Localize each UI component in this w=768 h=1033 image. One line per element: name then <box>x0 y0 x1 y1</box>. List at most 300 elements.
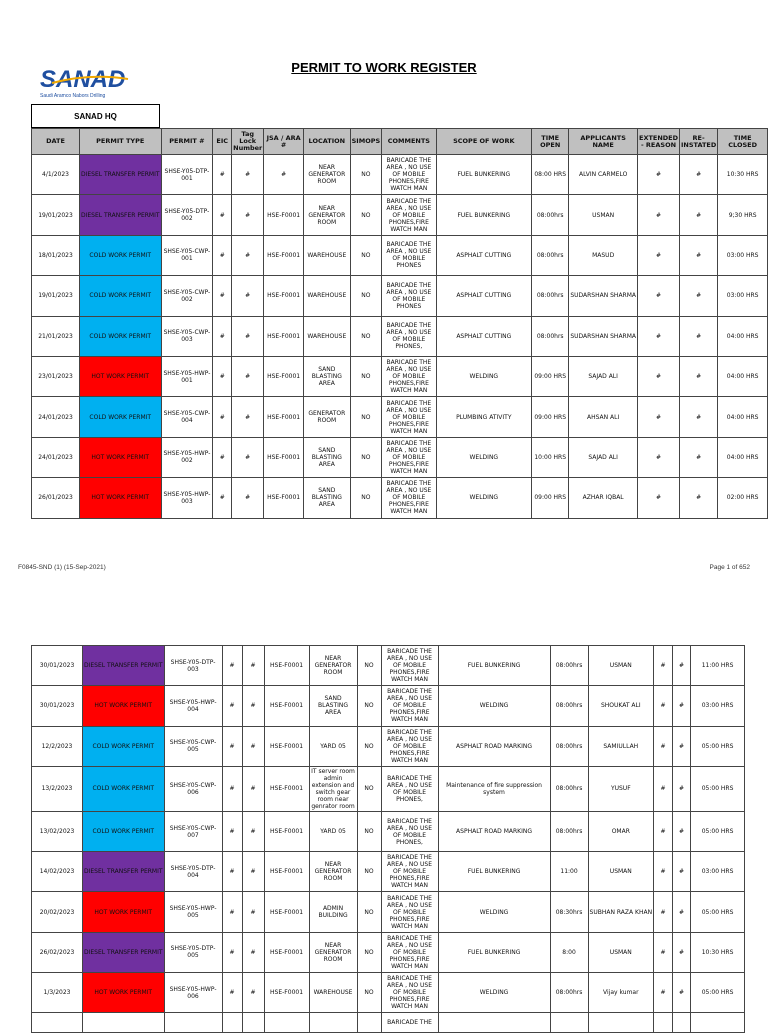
permit-number-cell <box>164 1013 222 1033</box>
simops-cell: NO <box>357 852 381 892</box>
date-cell: 12/2/2023 <box>32 726 83 766</box>
table-row <box>32 478 768 518</box>
col-scope: SCOPE OF WORK <box>436 129 532 155</box>
time-open-cell: 08:00hrs <box>550 766 588 811</box>
simops-cell: NO <box>357 766 381 811</box>
reinstated-cell: # <box>680 155 718 195</box>
jsa-cell: HSE-F0001 <box>264 356 304 396</box>
permit-type-cell: HOT WORK PERMIT <box>79 437 161 477</box>
table-row <box>32 316 768 356</box>
table-row <box>32 155 768 195</box>
time-open-cell: 08:00hrs <box>550 686 588 726</box>
simops-cell: NO <box>350 356 382 396</box>
scope-cell: WELDING <box>438 973 550 1013</box>
location-cell: GENERATOR ROOM <box>304 397 351 437</box>
comments-cell: BARICADE THE AREA , NO USE OF MOBILE PHONES,FIRE WATCH MAN <box>381 646 438 686</box>
location-cell: SAND BLASTING AREA <box>304 478 351 518</box>
scope-cell: ASPHALT CUTTING <box>436 235 532 275</box>
permit-type-cell <box>83 1013 165 1033</box>
time-open-cell: 09:00 HRS <box>532 478 569 518</box>
eic-cell: # <box>222 811 242 851</box>
permit-number-cell: SHSE-Y05-HWP-001 <box>161 356 213 396</box>
extended-cell: # <box>638 195 680 235</box>
comments-cell: BARICADE THE AREA , NO USE OF MOBILE PHONES,FIRE WATCH MAN <box>382 437 436 477</box>
extended-cell: # <box>654 973 673 1013</box>
simops-cell: NO <box>350 195 382 235</box>
tag-lock-cell: # <box>242 973 264 1013</box>
location-cell: WAREHOUSE <box>309 973 357 1013</box>
table-row <box>32 276 768 316</box>
jsa-cell: HSE-F0001 <box>264 276 304 316</box>
reinstated-cell: # <box>673 646 691 686</box>
reinstated-cell: # <box>673 766 691 811</box>
jsa-cell: HSE-F0001 <box>264 235 304 275</box>
extended-cell: # <box>638 316 680 356</box>
tag-lock-cell: # <box>242 766 264 811</box>
applicant-cell: USMAN <box>588 646 654 686</box>
applicant-cell: Vijay kumar <box>588 973 654 1013</box>
applicant-cell: ALVIN CARMELO <box>569 155 638 195</box>
permit-type-cell: HOT WORK PERMIT <box>79 356 161 396</box>
time-closed-cell: 04:00 HRS <box>718 397 768 437</box>
jsa-cell <box>264 1013 309 1033</box>
date-cell: 14/02/2023 <box>32 852 83 892</box>
logo-swoosh-icon <box>50 75 130 85</box>
location-cell: SAND BLASTING AREA <box>304 437 351 477</box>
time-closed-cell: 02:00 HRS <box>718 478 768 518</box>
applicant-cell: YUSUF <box>588 766 654 811</box>
table-header-row <box>32 129 768 155</box>
scope-cell: WELDING <box>436 356 532 396</box>
col-simops: SIMOPS <box>350 129 382 155</box>
jsa-cell: HSE-F0001 <box>264 811 309 851</box>
applicant-cell: MASUD <box>569 235 638 275</box>
permit-number-cell: SHSE-Y05-DTP-005 <box>164 932 222 972</box>
table-row <box>32 356 768 396</box>
extended-cell: # <box>638 437 680 477</box>
tag-lock-cell: # <box>232 195 264 235</box>
page-number: Page 1 of 652 <box>709 564 750 571</box>
permit-number-cell: SHSE-Y05-DTP-001 <box>161 155 213 195</box>
eic-cell: # <box>213 397 232 437</box>
time-closed-cell: 03:00 HRS <box>718 276 768 316</box>
scope-cell: ASPHALT ROAD MARKING <box>438 726 550 766</box>
simops-cell: NO <box>357 726 381 766</box>
comments-cell: BARICADE THE AREA , NO USE OF MOBILE PHONES,FIRE WATCH MAN <box>382 155 436 195</box>
extended-cell: # <box>654 892 673 932</box>
eic-cell: # <box>222 686 242 726</box>
date-cell: 18/01/2023 <box>32 235 80 275</box>
comments-cell: BARICADE THE AREA , NO USE OF MOBILE PHONES,FIRE WATCH MAN <box>381 726 438 766</box>
permit-type-cell: COLD WORK PERMIT <box>83 766 165 811</box>
scope-cell: PLUMBING ATIVITY <box>436 397 532 437</box>
permit-type-cell: HOT WORK PERMIT <box>83 973 165 1013</box>
table-row <box>32 1013 745 1033</box>
tag-lock-cell: # <box>232 356 264 396</box>
time-closed-cell: 05:00 HRS <box>691 766 745 811</box>
location-cell: NEAR GENERATOR ROOM <box>309 852 357 892</box>
table-row <box>32 646 745 686</box>
table-row <box>32 932 745 972</box>
time-closed-cell <box>691 1013 745 1033</box>
time-closed-cell: 04:00 HRS <box>718 316 768 356</box>
location-cell: YARD 05 <box>309 811 357 851</box>
tag-lock-cell: # <box>242 811 264 851</box>
permit-type-cell: COLD WORK PERMIT <box>79 235 161 275</box>
scope-cell: WELDING <box>436 478 532 518</box>
scope-cell: FUEL BUNKERING <box>438 932 550 972</box>
table-row <box>32 766 745 811</box>
simops-cell: NO <box>350 397 382 437</box>
comments-cell: BARICADE THE AREA , NO USE OF MOBILE PHONES <box>382 235 436 275</box>
permit-number-cell: SHSE-Y05-CWP-001 <box>161 235 213 275</box>
time-closed-cell: 05:00 HRS <box>691 973 745 1013</box>
extended-cell: # <box>654 766 673 811</box>
comments-cell: BARICADE THE AREA , NO USE OF MOBILE PHONES, <box>381 766 438 811</box>
time-closed-cell: 03:00 HRS <box>691 852 745 892</box>
time-open-cell: 08:30hrs <box>550 892 588 932</box>
simops-cell: NO <box>350 437 382 477</box>
extended-cell: # <box>638 276 680 316</box>
simops-cell: NO <box>357 892 381 932</box>
comments-cell: BARICADE THE AREA , NO USE OF MOBILE PHONES,FIRE WATCH MAN <box>381 973 438 1013</box>
time-closed-cell: 11:00 HRS <box>691 646 745 686</box>
reinstated-cell: # <box>680 235 718 275</box>
simops-cell: NO <box>357 686 381 726</box>
comments-cell: BARICADE THE AREA , NO USE OF MOBILE PHONES,FIRE WATCH MAN <box>382 356 436 396</box>
comments-cell: BARICADE THE AREA , NO USE OF MOBILE PHONES,FIRE WATCH MAN <box>382 195 436 235</box>
simops-cell <box>357 1013 381 1033</box>
site-name: SANAD HQ <box>31 104 160 128</box>
comments-cell: BARICADE THE AREA , NO USE OF MOBILE PHONES, <box>381 811 438 851</box>
col-extended: EXTENDED - REASON <box>638 129 680 155</box>
eic-cell: # <box>213 437 232 477</box>
scope-cell: WELDING <box>438 686 550 726</box>
location-cell: NEAR GENERATOR ROOM <box>304 195 351 235</box>
scope-cell: ASPHALT CUTTING <box>436 276 532 316</box>
reinstated-cell: # <box>673 892 691 932</box>
eic-cell: # <box>213 195 232 235</box>
simops-cell: NO <box>357 973 381 1013</box>
time-open-cell: 08:00hrs <box>550 811 588 851</box>
jsa-cell: HSE-F0001 <box>264 766 309 811</box>
jsa-cell: HSE-F0001 <box>264 397 304 437</box>
extended-cell: # <box>654 726 673 766</box>
applicant-cell: AHSAN ALI <box>569 397 638 437</box>
jsa-cell: HSE-F0001 <box>264 973 309 1013</box>
simops-cell: NO <box>357 646 381 686</box>
permit-type-cell: DIESEL TRANSFER PERMIT <box>83 646 165 686</box>
comments-cell: BARICADE THE AREA , NO USE OF MOBILE PHONES,FIRE WATCH MAN <box>381 932 438 972</box>
permit-number-cell: SHSE-Y05-DTP-003 <box>164 646 222 686</box>
permit-number-cell: SHSE-Y05-CWP-004 <box>161 397 213 437</box>
sanad-logo <box>40 68 150 104</box>
time-open-cell: 09:00 HRS <box>532 397 569 437</box>
scope-cell: Maintenance of fire suppression system <box>438 766 550 811</box>
reinstated-cell: # <box>673 932 691 972</box>
col-permit-type: PERMIT TYPE <box>79 129 161 155</box>
applicant-cell: SAMIULLAH <box>588 726 654 766</box>
extended-cell: # <box>654 646 673 686</box>
date-cell: 20/02/2023 <box>32 892 83 932</box>
reinstated-cell: # <box>680 437 718 477</box>
reinstated-cell: # <box>680 316 718 356</box>
eic-cell <box>222 1013 242 1033</box>
applicant-cell: OMAR <box>588 811 654 851</box>
permit-register-table-page-2 <box>31 645 745 1033</box>
comments-cell: BARICADE THE AREA , NO USE OF MOBILE PHONES,FIRE WATCH MAN <box>382 478 436 518</box>
permit-number-cell: SHSE-Y05-CWP-003 <box>161 316 213 356</box>
simops-cell: NO <box>350 235 382 275</box>
date-cell: 21/01/2023 <box>32 316 80 356</box>
tag-lock-cell: # <box>242 892 264 932</box>
col-location: LOCATION <box>304 129 351 155</box>
simops-cell: NO <box>357 932 381 972</box>
time-open-cell: 08:00hrs <box>550 973 588 1013</box>
tag-lock-cell: # <box>242 686 264 726</box>
date-cell <box>32 1013 83 1033</box>
table-row <box>32 973 745 1013</box>
simops-cell: NO <box>350 478 382 518</box>
tag-lock-cell: # <box>232 437 264 477</box>
tag-lock-cell <box>242 1013 264 1033</box>
time-open-cell: 08:00 HRS <box>532 155 569 195</box>
eic-cell: # <box>222 726 242 766</box>
permit-type-cell: COLD WORK PERMIT <box>83 811 165 851</box>
jsa-cell: HSE-F0001 <box>264 726 309 766</box>
eic-cell: # <box>222 932 242 972</box>
reinstated-cell: # <box>673 686 691 726</box>
time-closed-cell: 03:00 HRS <box>691 686 745 726</box>
permit-number-cell: SHSE-Y05-HWP-005 <box>164 892 222 932</box>
comments-cell: BARICADE THE <box>381 1013 438 1033</box>
extended-cell: # <box>638 478 680 518</box>
reinstated-cell: # <box>673 852 691 892</box>
location-cell: NEAR GENERATOR ROOM <box>309 646 357 686</box>
table-row <box>32 726 745 766</box>
time-open-cell: 11:00 <box>550 852 588 892</box>
jsa-cell: HSE-F0001 <box>264 892 309 932</box>
permit-type-cell: HOT WORK PERMIT <box>83 686 165 726</box>
tag-lock-cell: # <box>242 852 264 892</box>
page-title: PERMIT TO WORK REGISTER <box>291 60 477 75</box>
applicant-cell: USMAN <box>588 852 654 892</box>
permit-number-cell: SHSE-Y05-CWP-007 <box>164 811 222 851</box>
permit-number-cell: SHSE-Y05-DTP-004 <box>164 852 222 892</box>
permit-type-cell: COLD WORK PERMIT <box>79 276 161 316</box>
applicant-cell: USMAN <box>569 195 638 235</box>
date-cell: 30/01/2023 <box>32 646 83 686</box>
applicant-cell: SHOUKAT ALI <box>588 686 654 726</box>
extended-cell: # <box>654 686 673 726</box>
simops-cell: NO <box>350 276 382 316</box>
eic-cell: # <box>213 155 232 195</box>
extended-cell: # <box>638 235 680 275</box>
permit-register-table-page-1 <box>31 128 768 519</box>
location-cell: SAND BLASTING AREA <box>304 356 351 396</box>
permit-number-cell: SHSE-Y05-HWP-003 <box>161 478 213 518</box>
col-time-open: TIME OPEN <box>532 129 569 155</box>
date-cell: 24/01/2023 <box>32 437 80 477</box>
location-cell <box>309 1013 357 1033</box>
location-cell: ADMIN BUILDING <box>309 892 357 932</box>
time-open-cell: 09:00 HRS <box>532 356 569 396</box>
reinstated-cell: # <box>680 397 718 437</box>
permit-type-cell: COLD WORK PERMIT <box>83 726 165 766</box>
comments-cell: BARICADE THE AREA , NO USE OF MOBILE PHONES,FIRE WATCH MAN <box>381 686 438 726</box>
eic-cell: # <box>222 646 242 686</box>
tag-lock-cell: # <box>242 932 264 972</box>
permit-number-cell: SHSE-Y05-HWP-002 <box>161 437 213 477</box>
applicant-cell: SUBHAN RAZA KHAN <box>588 892 654 932</box>
extended-cell: # <box>638 356 680 396</box>
extended-cell: # <box>638 155 680 195</box>
extended-cell: # <box>638 397 680 437</box>
time-open-cell: 8:00 <box>550 932 588 972</box>
eic-cell: # <box>213 235 232 275</box>
table-row <box>32 686 745 726</box>
date-cell: 1/3/2023 <box>32 973 83 1013</box>
time-closed-cell: 10:30 HRS <box>718 155 768 195</box>
scope-cell: WELDING <box>436 437 532 477</box>
applicant-cell: SUDARSHAN SHARMA <box>569 316 638 356</box>
table-row <box>32 235 768 275</box>
applicant-cell <box>588 1013 654 1033</box>
applicant-cell: AZHAR IQBAL <box>569 478 638 518</box>
col-reinstated: RE-INSTATED <box>680 129 718 155</box>
date-cell: 19/01/2023 <box>32 276 80 316</box>
jsa-cell: HSE-F0001 <box>264 932 309 972</box>
time-open-cell: 10:00 HRS <box>532 437 569 477</box>
jsa-cell: HSE-F0001 <box>264 195 304 235</box>
time-closed-cell: 05:00 HRS <box>691 892 745 932</box>
permit-number-cell: SHSE-Y05-CWP-006 <box>164 766 222 811</box>
date-cell: 13/02/2023 <box>32 811 83 851</box>
jsa-cell: HSE-F0001 <box>264 478 304 518</box>
col-jsa: JSA / ARA # <box>264 129 304 155</box>
col-tag-lock: Tag Lock Number <box>232 129 264 155</box>
col-eic: EIC <box>213 129 232 155</box>
col-comments: COMMENTS <box>382 129 436 155</box>
location-cell: WAREHOUSE <box>304 235 351 275</box>
time-closed-cell: 04:00 HRS <box>718 356 768 396</box>
permit-type-cell: HOT WORK PERMIT <box>79 478 161 518</box>
location-cell: NEAR GENERATOR ROOM <box>309 932 357 972</box>
extended-cell <box>654 1013 673 1033</box>
jsa-cell: HSE-F0001 <box>264 437 304 477</box>
logo-wordmark: SANAD <box>40 66 126 93</box>
time-closed-cell: 03:00 HRS <box>718 235 768 275</box>
comments-cell: BARICADE THE AREA , NO USE OF MOBILE PHONES, <box>382 316 436 356</box>
date-cell: 24/01/2023 <box>32 397 80 437</box>
form-code: F0845-SND (1) (15-Sep-2021) <box>18 564 106 571</box>
eic-cell: # <box>213 356 232 396</box>
time-open-cell: 08:00hrs <box>532 195 569 235</box>
scope-cell <box>438 1013 550 1033</box>
tag-lock-cell: # <box>242 726 264 766</box>
time-open-cell: 08:00hrs <box>550 726 588 766</box>
col-time-closed: TIME CLOSED <box>718 129 768 155</box>
col-date: DATE <box>32 129 80 155</box>
location-cell: WAREHOUSE <box>304 316 351 356</box>
comments-cell: BARICADE THE AREA , NO USE OF MOBILE PHONES,FIRE WATCH MAN <box>382 397 436 437</box>
scope-cell: ASPHALT CUTTING <box>436 316 532 356</box>
date-cell: 26/01/2023 <box>32 478 80 518</box>
eic-cell: # <box>222 973 242 1013</box>
location-cell: IT server room admin extension and switch gear room near genrator room <box>309 766 357 811</box>
extended-cell: # <box>654 932 673 972</box>
location-cell: SAND BLASTING AREA <box>309 686 357 726</box>
time-open-cell: 08:00hrs <box>550 646 588 686</box>
scope-cell: FUEL BUNKERING <box>436 155 532 195</box>
table-row <box>32 397 768 437</box>
eic-cell: # <box>213 316 232 356</box>
eic-cell: # <box>213 478 232 518</box>
time-closed-cell: 9;30 HRS <box>718 195 768 235</box>
permit-number-cell: SHSE-Y05-CWP-005 <box>164 726 222 766</box>
table-row <box>32 437 768 477</box>
applicant-cell: USMAN <box>588 932 654 972</box>
time-closed-cell: 05:00 HRS <box>691 811 745 851</box>
simops-cell: NO <box>350 155 382 195</box>
scope-cell: ASPHALT ROAD MARKING <box>438 811 550 851</box>
location-cell: WAREHOUSE <box>304 276 351 316</box>
eic-cell: # <box>222 766 242 811</box>
logo-subtitle: Saudi Aramco Nabors Drilling <box>40 93 106 99</box>
col-applicant: APPLICANTS NAME <box>569 129 638 155</box>
scope-cell: WELDING <box>438 892 550 932</box>
tag-lock-cell: # <box>232 316 264 356</box>
applicant-cell: SAJAD ALI <box>569 356 638 396</box>
extended-cell: # <box>654 811 673 851</box>
jsa-cell: HSE-F0001 <box>264 852 309 892</box>
permit-number-cell: SHSE-Y05-CWP-002 <box>161 276 213 316</box>
date-cell: 26/02/2023 <box>32 932 83 972</box>
reinstated-cell: # <box>680 356 718 396</box>
time-closed-cell: 05:00 HRS <box>691 726 745 766</box>
date-cell: 4/1/2023 <box>32 155 80 195</box>
eic-cell: # <box>222 892 242 932</box>
permit-type-cell: COLD WORK PERMIT <box>79 397 161 437</box>
simops-cell: NO <box>350 316 382 356</box>
permit-type-cell: DIESEL TRANSFER PERMIT <box>79 155 161 195</box>
eic-cell: # <box>213 276 232 316</box>
jsa-cell: # <box>264 155 304 195</box>
tag-lock-cell: # <box>242 646 264 686</box>
applicant-cell: SUDARSHAN SHARMA <box>569 276 638 316</box>
jsa-cell: HSE-F0001 <box>264 646 309 686</box>
table-row <box>32 811 745 851</box>
applicant-cell: SAJAD ALI <box>569 437 638 477</box>
reinstated-cell: # <box>673 811 691 851</box>
permit-number-cell: SHSE-Y05-HWP-006 <box>164 973 222 1013</box>
permit-type-cell: DIESEL TRANSFER PERMIT <box>83 852 165 892</box>
permit-number-cell: SHSE-Y05-DTP-002 <box>161 195 213 235</box>
comments-cell: BARICADE THE AREA , NO USE OF MOBILE PHONES,FIRE WATCH MAN <box>381 892 438 932</box>
simops-cell: NO <box>357 811 381 851</box>
jsa-cell: HSE-F0001 <box>264 316 304 356</box>
extended-cell: # <box>654 852 673 892</box>
reinstated-cell: # <box>673 973 691 1013</box>
col-permit-number: PERMIT # <box>161 129 213 155</box>
date-cell: 19/01/2023 <box>32 195 80 235</box>
scope-cell: FUEL BUNKERING <box>438 852 550 892</box>
reinstated-cell: # <box>680 276 718 316</box>
permit-number-cell: SHSE-Y05-HWP-004 <box>164 686 222 726</box>
time-open-cell: 08:00hrs <box>532 235 569 275</box>
reinstated-cell: # <box>680 195 718 235</box>
table-row <box>32 892 745 932</box>
